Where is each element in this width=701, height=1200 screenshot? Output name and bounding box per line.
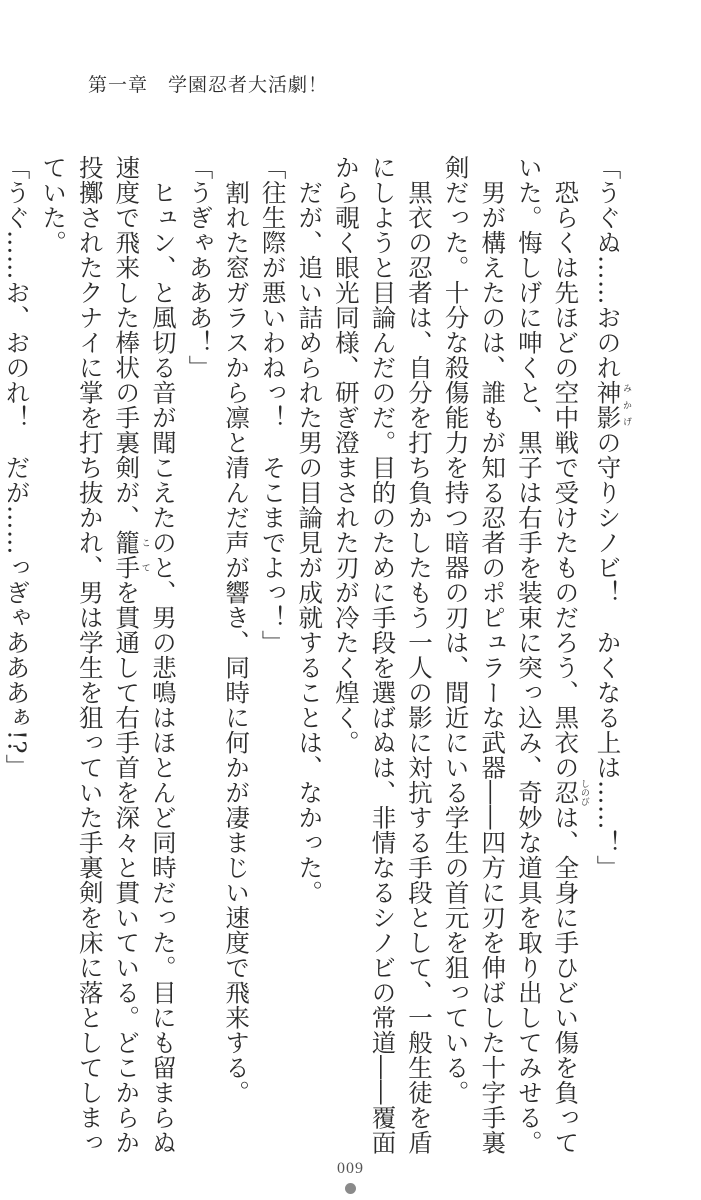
- ruby-base-shinobi: 忍: [551, 778, 581, 806]
- paragraph-3: 男が構えたのは、誰もが知る忍者のポピュラーな武器――四方に刃を伸ばした十字手裏剣だった。十分な殺傷能力を持つ暗器の刃は、間近にいる学生の首元を狙っている。: [441, 155, 508, 1155]
- paragraph-2: [510, 155, 589, 1155]
- paragraph-9: [35, 155, 181, 1155]
- paragraph-1: [589, 155, 631, 1155]
- paragraph-9-text: ヒュン、と風切る音が聞こえたのと、男の悲鳴はほとんど同時だった。目にも留まらぬ速度で飛来した棒状の手裏剣が、: [112, 155, 178, 1155]
- paragraph-7: 割れた窓ガラスから凛と清んだ声が響き、同時に何かが凄まじい速度で飛来する。: [222, 179, 252, 1105]
- paragraph-8: 「うぎゃあああ！」: [185, 155, 215, 380]
- ruby-shinobi: [551, 778, 589, 806]
- ruby-base-mikage: 神影: [593, 380, 623, 430]
- paragraph-1-text-after: の守りシノビ！ かくなる上は……！」: [593, 430, 623, 880]
- ruby-reading-kote: こて: [139, 530, 150, 580]
- ruby-reading-mikage: みかげ: [621, 380, 631, 430]
- ruby-reading-shinobi: しのび: [578, 778, 589, 806]
- page-dot-ornament: [345, 1183, 356, 1194]
- paragraph-4: 黒衣の忍者は、自分を打ち負かしたもう一人の影に対抗する手段として、一般生徒を盾にしようと目論んだのだ。目的のために手段を選ばぬは、非情なるシノビの常道――覆面から覗く眼光同様、研ぎ澄まされた刃が冷たく煌く。: [331, 155, 435, 1155]
- paragraph-2-text: 恐らくは先ほどの空中戦で受けたものだろう、黒衣の: [551, 179, 581, 780]
- paragraph-10: 「うぐ……お、おのれ！ だが……っぎゃあああぁ!?」: [2, 155, 32, 779]
- ruby-kote: [112, 530, 150, 580]
- ruby-mikage: [593, 380, 631, 430]
- paragraph-9-text-after: を貫通して右手首を深々と貫いている。どこからか投擲されたクナイに掌を打ち抜かれ、男は学生を狙っていた手裏剣を床に落としてしまっていた。: [39, 155, 142, 1155]
- novel-body-text: [2, 155, 631, 1155]
- paragraph-2-text-after: は、全身に手ひどい傷を負っていた。悔しげに呻くと、黒子は右手を装束に突っ込み、奇妙な道具を取り出してみせる。: [514, 155, 581, 1155]
- chapter-header: 第一章 学園忍者大活劇！: [88, 74, 329, 96]
- paragraph-1-text: 「うぐぬ……おのれ: [593, 155, 623, 380]
- paragraph-5: だが、追い詰められた男の目論見が成就することは、なかった。: [295, 179, 325, 905]
- page-footer: [0, 1158, 701, 1178]
- page-number: 009: [337, 1160, 364, 1177]
- paragraph-6: 「往生際が悪いわねっ！ そこまでよっ！」: [258, 155, 288, 655]
- ruby-base-kote: 籠手: [112, 530, 142, 580]
